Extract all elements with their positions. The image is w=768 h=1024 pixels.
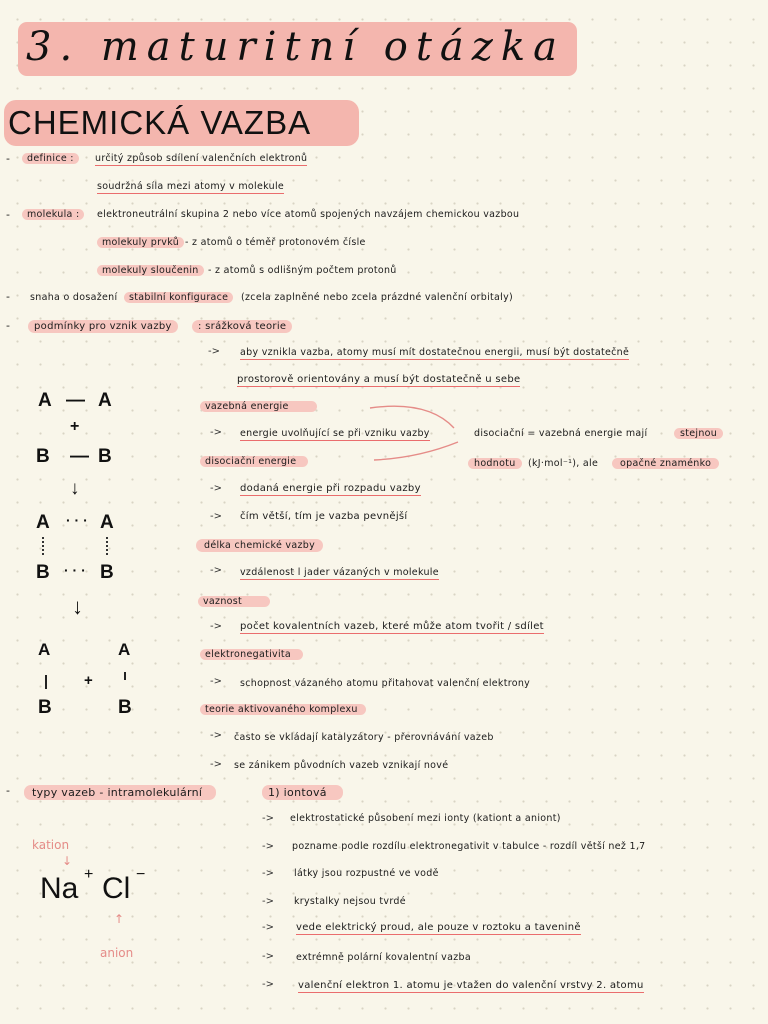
podminky-line2: prostorově orientovány a musí být dostatečně u sebe: [237, 374, 521, 385]
snaha-term: stabilní konfigurace: [124, 292, 233, 303]
definice-line1: určitý způsob sdílení valenčních elektronů: [95, 153, 308, 164]
disociacni-energie-text1: dodaná energie při rozpadu vazby: [240, 483, 421, 494]
diagram-bond-line: [45, 675, 47, 689]
vaznost-term: vaznost: [198, 596, 270, 607]
iontova-item: vede elektrický proud, ale pouze v roztoku a tavenině: [296, 922, 581, 933]
diagram-bond: —: [66, 390, 85, 411]
diagram-atom-b: B: [38, 697, 52, 718]
molekula-line1: elektroneutrální skupina 2 nebo více atomů spojených navzájem chemickou vazbou: [97, 209, 520, 220]
disociacni-energie-text2: čím větší, tím je vazba pevnější: [240, 511, 408, 522]
arrow: ->: [210, 483, 222, 494]
komplex-text2: se zánikem původních vazeb vznikají nové: [234, 760, 449, 771]
molekula-term: molekula :: [22, 209, 84, 220]
diagram-atom-b: B: [100, 562, 114, 583]
arrow: ->: [210, 427, 222, 438]
arrow: ->: [210, 759, 222, 770]
diagram-dotted-line: [106, 537, 110, 555]
iontova-item: krystalky nejsou tvrdé: [294, 896, 406, 907]
delka-text: vzdálenost l jader vázaných v molekule: [240, 567, 439, 578]
arrow: ->: [210, 565, 222, 576]
molekuly-slouceniny-text: - z atomů s odlišným počtem protonů: [208, 265, 397, 276]
side-note-stejnou: stejnou: [674, 428, 723, 439]
komplex-term: teorie aktivovaného komplexu: [200, 704, 366, 715]
diagram-bond: —: [70, 446, 89, 467]
molekuly-slouceniny-term: molekuly sloučenin: [97, 265, 204, 276]
srazkova-teorie: : srážková teorie: [192, 320, 292, 333]
bullet: -: [6, 208, 10, 221]
chlorine-symbol: Cl: [102, 872, 131, 905]
podminky-line1: aby vznikla vazba, atomy musí mít dostatečnou energii, musí být dostatečně: [240, 347, 630, 358]
side-note-opacne: opačné znaménko: [612, 458, 719, 469]
arrow: ->: [210, 730, 222, 741]
komplex-text1: často se vkládají katalyzátory - přerovnávání vazeb: [234, 732, 494, 743]
sodium-charge: +: [84, 866, 94, 883]
side-note-hodnotu: hodnotu: [468, 458, 522, 469]
definice-term: definice :: [22, 153, 79, 164]
bullet: -: [6, 152, 10, 165]
iontova-item: látky jsou rozpustné ve vodě: [294, 868, 439, 879]
arrow: ->: [262, 868, 274, 879]
typy-vazeb-term: typy vazeb - intramolekulární: [24, 785, 216, 800]
arrow: ->: [262, 922, 274, 933]
chlorine-charge: −: [136, 866, 146, 883]
diagram-atom-a: A: [38, 390, 52, 411]
kation-arrow: ↓: [62, 854, 73, 868]
snaha-text2: (zcela zaplněné nebo zcela prázdné valenční orbitaly): [241, 292, 514, 303]
side-note-units: (kJ·mol⁻¹), ale: [528, 458, 599, 469]
diagram-atom-a: A: [98, 390, 112, 411]
diagram-atom-a: A: [118, 640, 131, 659]
iontova-item: valenční elektron 1. atomu je vtažen do valenční vrstvy 2. atomu: [298, 980, 644, 991]
diagram-bond-line: [124, 672, 126, 680]
podminky-term: podmínky pro vznik vazby: [28, 320, 178, 333]
iontova-item: pozname podle rozdílu elektronegativit v tabulce - rozdíl větší než 1,7: [292, 841, 646, 852]
diagram-down-arrow: ↓: [70, 478, 80, 499]
page-title: 3. maturitní otázka: [18, 22, 577, 76]
diagram-dotted-line: [42, 537, 46, 555]
molekuly-prvku-text: - z atomů o téměř protonovém čísle: [185, 237, 366, 248]
diagram-partial-bond: · · ·: [66, 512, 88, 528]
vaznost-text: počet kovalentních vazeb, které může atom tvořit / sdílet: [240, 621, 544, 632]
diagram-atom-b: B: [36, 446, 50, 467]
arrow: ->: [210, 511, 222, 522]
section-title: CHEMICKÁ VAZBA: [4, 100, 359, 146]
anion-arrow: ↑: [114, 912, 125, 926]
delka-term: délka chemické vazby: [196, 539, 323, 552]
diagram-atom-b: B: [118, 697, 132, 718]
disociacni-energie-term: disociační energie: [200, 456, 308, 467]
diagram-partial-bond: · · ·: [64, 562, 86, 578]
arrow: ->: [262, 841, 274, 852]
anion-label: anion: [100, 946, 134, 960]
molekuly-prvku-term: molekuly prvků: [97, 237, 184, 248]
arrow: ->: [208, 346, 220, 357]
arrow: ->: [262, 896, 274, 907]
definice-line2: soudržná síla mezi atomy v molekule: [97, 181, 285, 192]
elektronegativita-text: schopnost vázaného atomu přitahovat valenční elektrony: [240, 678, 531, 689]
arrow: ->: [262, 979, 274, 990]
connector-curves: [368, 400, 468, 470]
diagram-atom-a: A: [38, 640, 51, 659]
kation-label: kation: [32, 838, 70, 852]
diagram-atom-b: B: [98, 446, 112, 467]
diagram-atom-a: A: [100, 512, 114, 533]
diagram-down-arrow: ↓: [72, 594, 83, 619]
iontova-heading: 1) iontová: [262, 785, 343, 800]
arrow: ->: [210, 621, 222, 632]
snaha-text1: snaha o dosažení: [30, 292, 118, 303]
arrow: ->: [262, 813, 274, 824]
sodium-symbol: Na: [40, 872, 79, 905]
iontova-item: elektrostatické působení mezi ionty (kationt a aniont): [290, 813, 561, 824]
bullet: -: [6, 319, 10, 332]
diagram-atom-b: B: [36, 562, 50, 583]
arrow: ->: [262, 951, 274, 962]
diagram-plus: +: [84, 672, 93, 689]
vazebna-energie-text: energie uvolňující se při vzniku vazby: [240, 428, 430, 439]
diagram-plus: +: [70, 418, 80, 435]
side-note-line1a: disociační = vazebná energie mají: [474, 428, 648, 439]
vazebna-energie-term: vazebná energie: [200, 401, 317, 412]
iontova-item: extrémně polární kovalentní vazba: [296, 952, 471, 963]
elektronegativita-term: elektronegativita: [200, 649, 303, 660]
bullet: -: [6, 290, 10, 303]
arrow: ->: [210, 676, 222, 687]
diagram-atom-a: A: [36, 512, 50, 533]
bullet: -: [6, 784, 10, 797]
